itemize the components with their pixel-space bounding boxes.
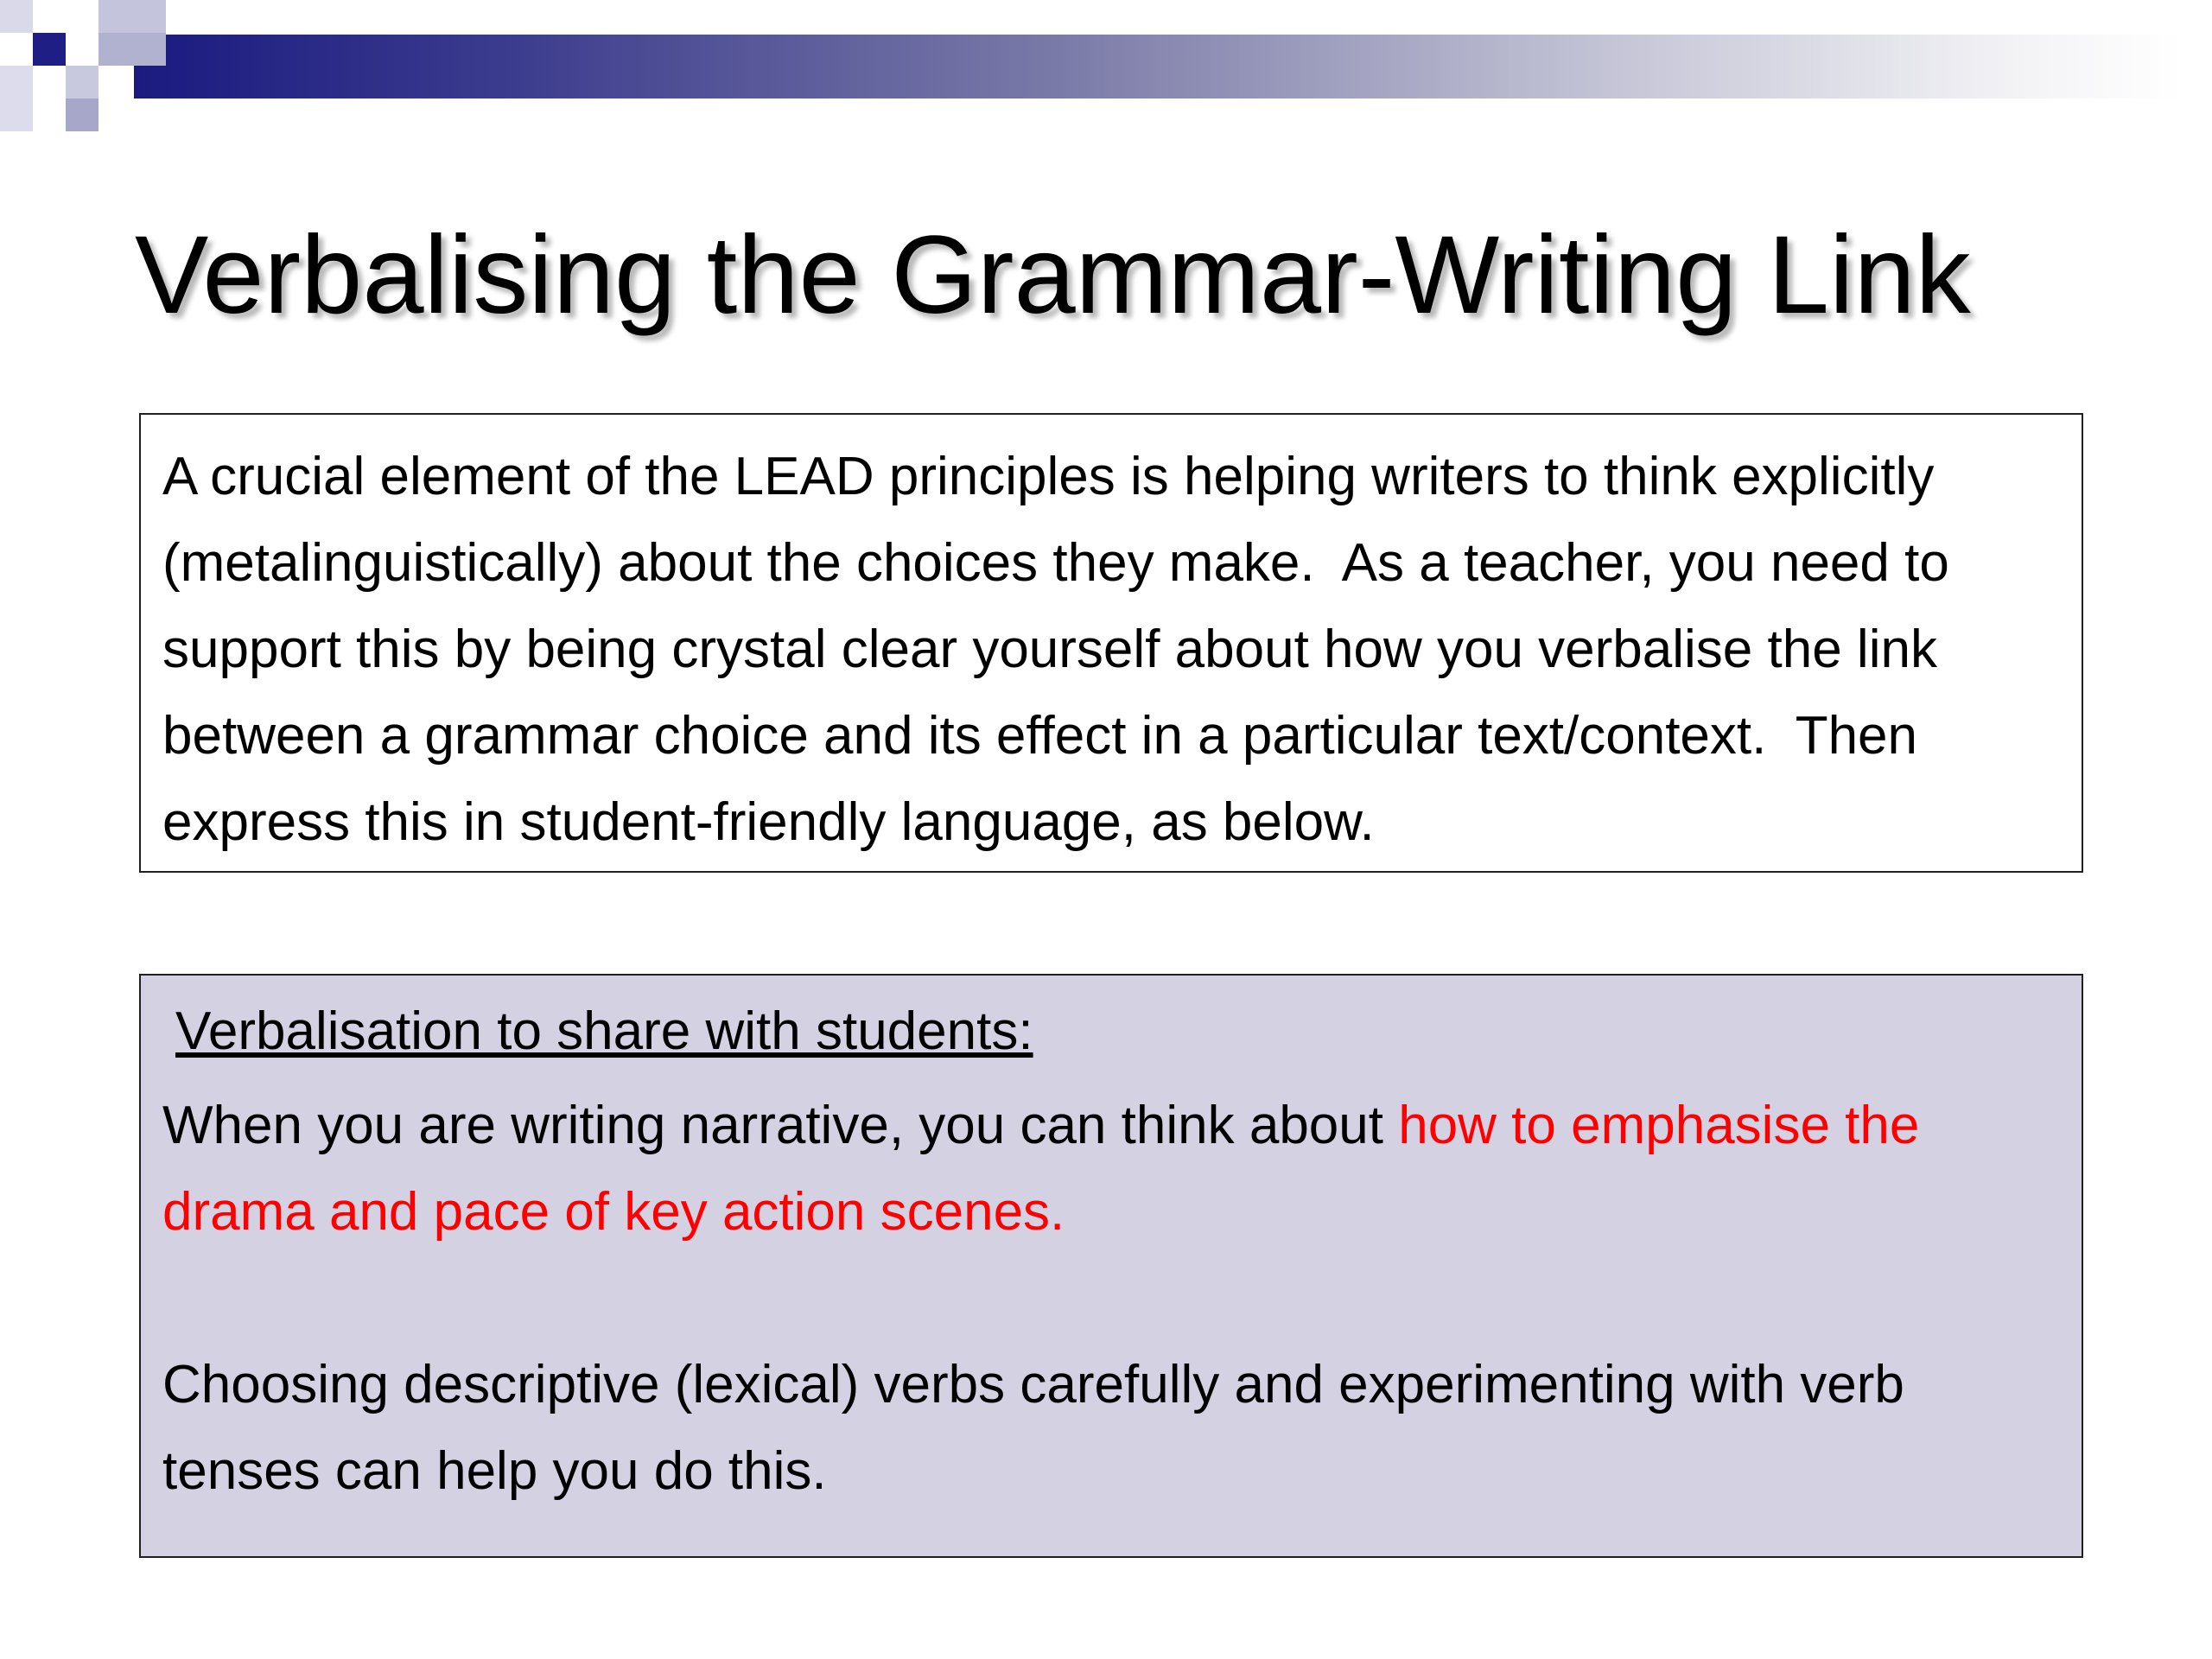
header-square xyxy=(66,99,99,131)
intro-line: between a grammar choice and its effect in a particular text/context. Then xyxy=(162,706,1918,766)
header-square xyxy=(33,33,66,66)
verbalisation-paragraph-1 xyxy=(162,1083,2064,1255)
header-gradient-bar xyxy=(134,35,2182,99)
paragraph-gap xyxy=(162,1255,2064,1342)
verbalisation-line xyxy=(162,1096,1919,1155)
header-square xyxy=(0,66,33,131)
highlighted-text: how to emphasise the xyxy=(1398,1096,1920,1155)
slide-title: Verbalising the Grammar-Writing Link xyxy=(135,213,1971,337)
intro-text-box xyxy=(139,413,2083,873)
verbalisation-box xyxy=(139,974,2083,1558)
intro-paragraph xyxy=(162,434,2064,866)
header-square xyxy=(99,0,166,33)
highlighted-text: drama and pace of key action scenes. xyxy=(162,1182,1065,1242)
intro-line: express this in student-friendly language, as below. xyxy=(162,792,1375,852)
narrative-lead-text: When you are writing narrative, you can think about xyxy=(162,1096,1399,1155)
header-square xyxy=(0,0,33,33)
verbalisation-line: tenses can help you do this. xyxy=(162,1441,827,1501)
verbalisation-paragraph-2 xyxy=(162,1342,2064,1515)
intro-line: support this by being crystal clear yourself about how you verbalise the link xyxy=(162,620,1937,679)
header-square xyxy=(99,33,166,66)
header-square xyxy=(66,66,99,99)
verbalisation-line: Choosing descriptive (lexical) verbs carefully and experimenting with verb xyxy=(162,1355,1904,1414)
intro-line: (metalinguistically) about the choices they make. As a teacher, you need to xyxy=(162,533,1949,593)
verbalisation-heading: Verbalisation to share with students: xyxy=(175,1001,1033,1061)
intro-line: A crucial element of the LEAD principles is helping writers to think explicitly xyxy=(162,447,1935,506)
